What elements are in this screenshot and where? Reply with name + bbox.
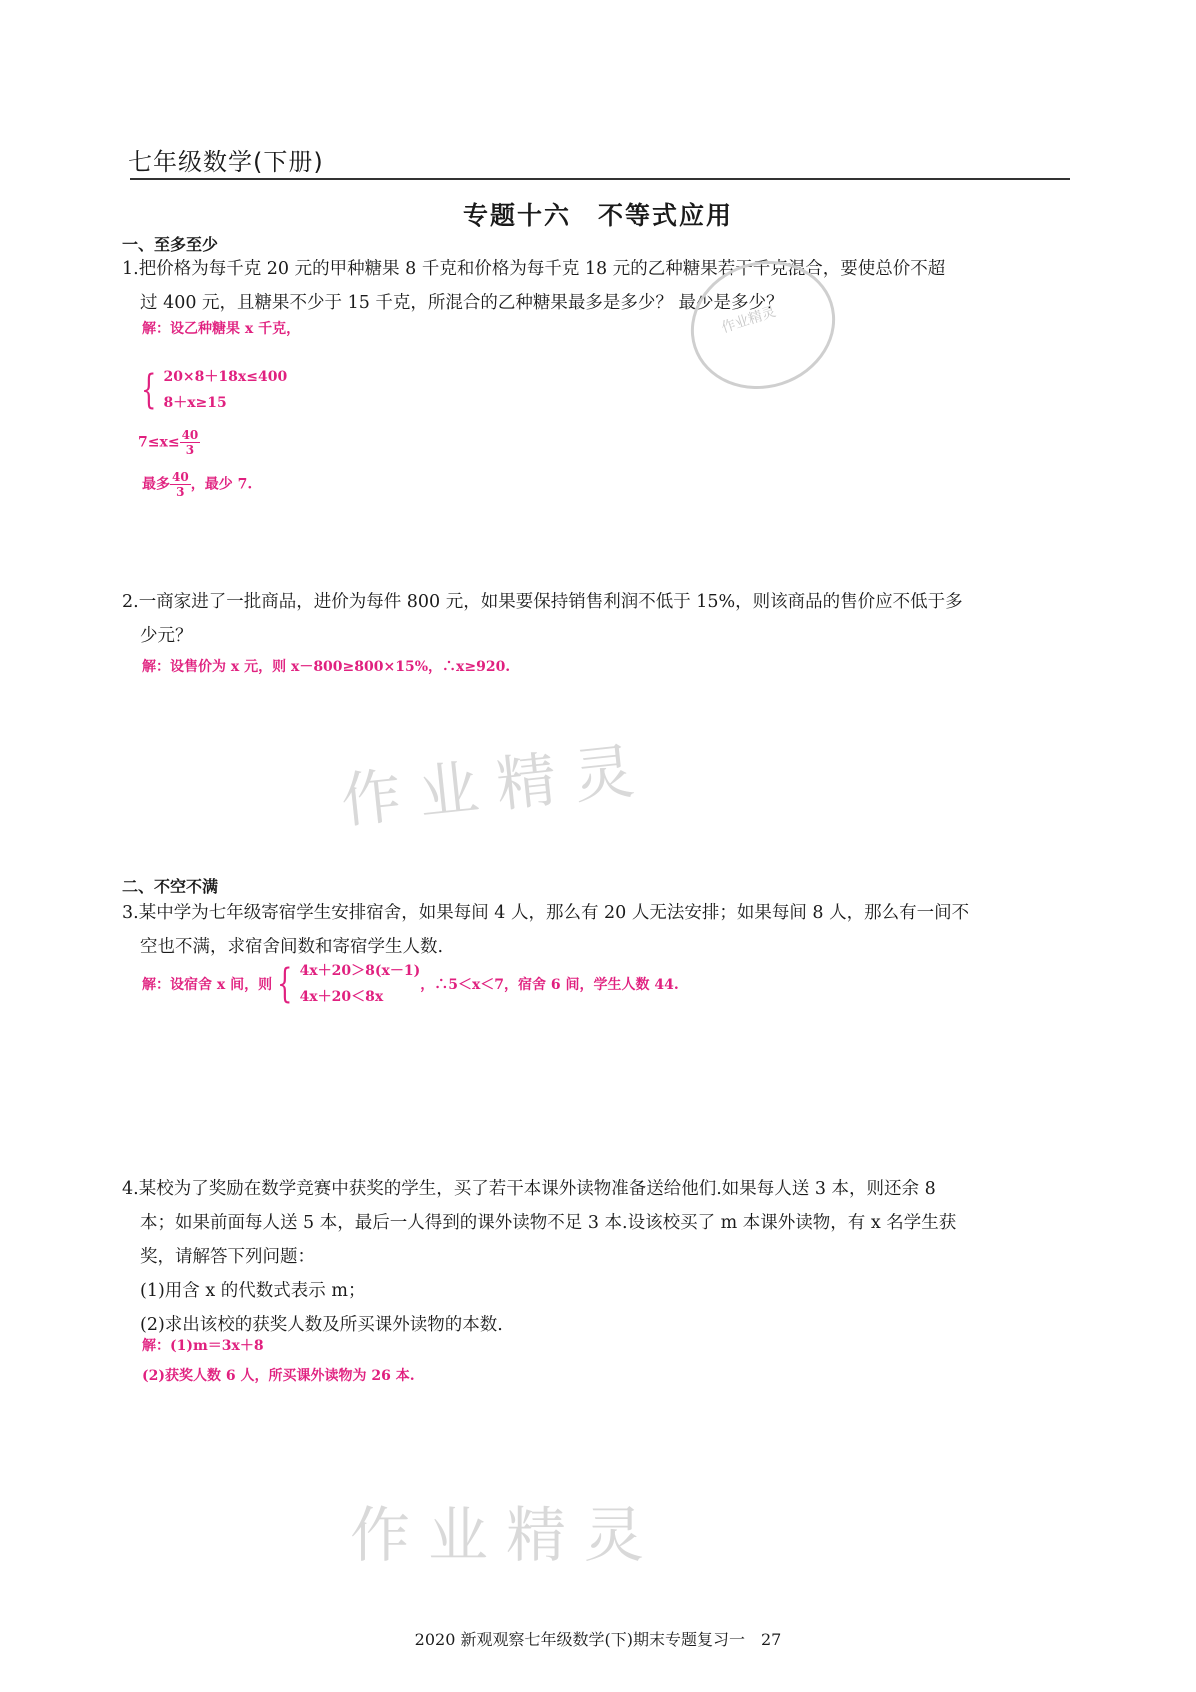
brace-symbol: { bbox=[141, 367, 157, 413]
fraction bbox=[170, 470, 191, 499]
watermark-text: 作业精灵 bbox=[337, 734, 656, 838]
fraction bbox=[180, 428, 201, 457]
question-4 bbox=[122, 1172, 1072, 1342]
answer-4-part-2: (2)获奖人数 6 人，所买课外读物为 26 本. bbox=[142, 1368, 415, 1384]
fraction-numerator: 40 bbox=[181, 428, 199, 442]
answer-1-inequality-2: 8＋x≥15 bbox=[163, 395, 227, 411]
answer-1-final-suffix: ，最少 7. bbox=[190, 476, 253, 493]
answer-3-conclusion: ，∴5＜x＜7，宿舍 6 间，学生人数 44. bbox=[420, 977, 679, 993]
question-4-sub-2: (2)求出该校的获奖人数及所买课外读物的本数. bbox=[140, 1315, 503, 1335]
section-heading-2: 二、不空不满 bbox=[122, 877, 219, 896]
watermark-text: 作业精灵 bbox=[350, 1501, 662, 1571]
section-heading-1: 一、至多至少 bbox=[122, 235, 219, 254]
topic-title: 专题十六 不等式应用 bbox=[462, 201, 733, 230]
header-divider bbox=[130, 178, 1070, 180]
fraction-denominator: 3 bbox=[176, 485, 185, 499]
watermark-stamp-text: 作业精灵 bbox=[719, 303, 778, 337]
fraction-numerator: 40 bbox=[172, 470, 189, 484]
answer-3-inequality-2: 4x＋20＜8x bbox=[299, 989, 384, 1005]
question-3 bbox=[122, 896, 1072, 964]
answer-3-intro: 解：设宿舍 x 间，则 bbox=[142, 977, 273, 993]
question-2-line-2: 少元？ bbox=[140, 626, 193, 646]
question-4-line-1: 4.某校为了奖励在数学竞赛中获奖的学生，买了若干本课外读物准备送给他们.如果每人送 3 本，则还余 8 bbox=[122, 1179, 936, 1199]
answer-1-inequality-1: 20×8＋18x≤400 bbox=[163, 369, 288, 385]
answer-2: 解：设售价为 x 元，则 x－800≥800×15%，∴x≥920. bbox=[142, 659, 511, 675]
question-1-line-1: 1.把价格为每千克 20 元的甲种糖果 8 千克和价格为每千克 18 元的乙种糖果若干千克混合，要使总价不超 bbox=[122, 259, 946, 279]
question-4-sub-1: (1)用含 x 的代数式表示 m； bbox=[140, 1281, 366, 1301]
answer-1-system bbox=[136, 364, 287, 416]
page-footer: 2020 新观观察七年级数学(下)期末专题复习一 27 bbox=[414, 1630, 782, 1649]
answer-1-final-text: 最多 bbox=[142, 476, 170, 493]
answer-3-inequality-1: 4x＋20＞8(x－1) bbox=[299, 963, 421, 979]
question-1-line-2: 过 400 元，且糖果不少于 15 千克，所混合的乙种糖果最多是多少？ 最少是多少？ bbox=[140, 293, 784, 313]
answer-4-part-1: 解：(1)m＝3x＋8 bbox=[142, 1338, 264, 1354]
question-3-line-2: 空也不满，求宿舍间数和寄宿学生人数. bbox=[140, 937, 444, 957]
question-4-line-2: 本；如果前面每人送 5 本，最后一人得到的课外读物不足 3 本.设该校买了 m 本课外读物，有 x 名学生获 bbox=[140, 1213, 957, 1233]
answer-1-final bbox=[142, 470, 252, 499]
answer-1-range bbox=[138, 428, 200, 457]
book-title: 七年级数学(下册) bbox=[128, 148, 324, 176]
fraction-denominator: 3 bbox=[185, 443, 195, 457]
answer-1-range-text: 7≤x≤ bbox=[138, 434, 180, 451]
question-4-line-3: 奖，请解答下列问题： bbox=[140, 1247, 315, 1267]
question-2 bbox=[122, 585, 1072, 653]
question-1 bbox=[122, 252, 1072, 320]
question-3-line-1: 3.某中学为七年级寄宿学生安排宿舍，如果每间 4 人，那么有 20 人无法安排；如果每间 8 人，那么有一间不 bbox=[122, 903, 970, 923]
question-2-line-1: 2.一商家进了一批商品，进价为每件 800 元，如果要保持销售利润不低于 15%，则该商品的售价应不低于多 bbox=[122, 592, 963, 612]
answer-1-intro: 解：设乙种糖果 x 千克， bbox=[142, 321, 301, 337]
brace-symbol: { bbox=[277, 961, 293, 1007]
answer-3 bbox=[142, 958, 679, 1010]
